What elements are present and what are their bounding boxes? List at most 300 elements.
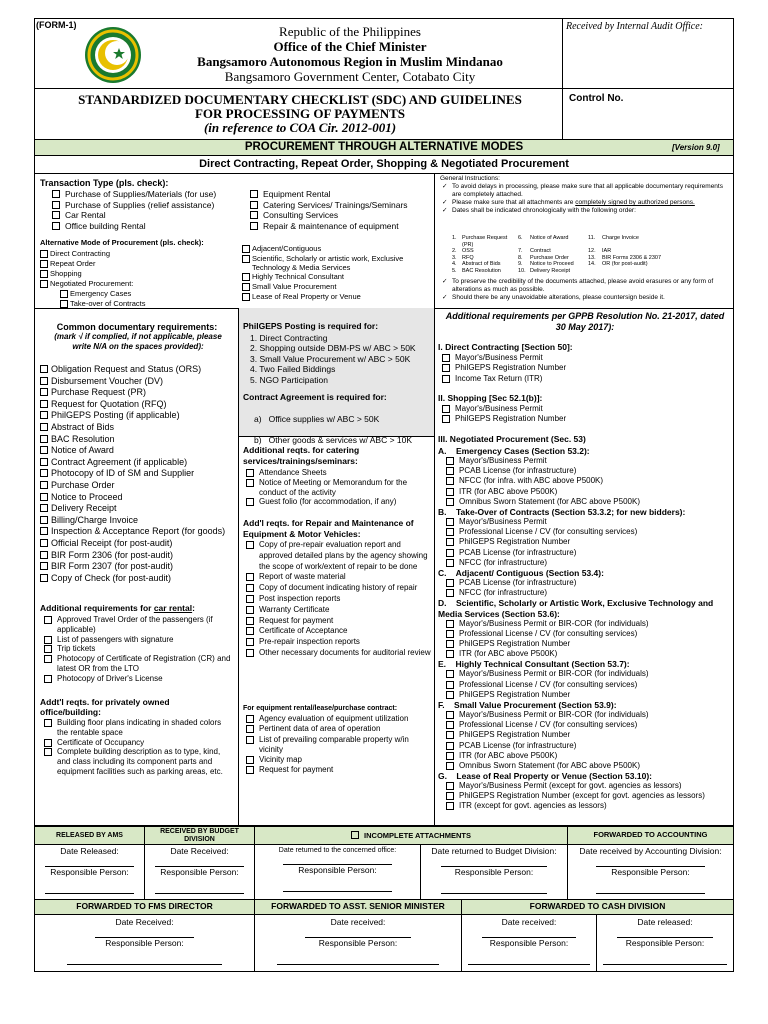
transaction-option[interactable]: Car Rental xyxy=(52,210,216,221)
title-line1: STANDARDIZED DOCUMENTARY CHECKLIST (SDC) AND GUIDELINES xyxy=(78,92,522,107)
person-field[interactable] xyxy=(441,886,547,894)
transaction-left xyxy=(52,189,216,231)
contract-item: b) Other goods & services w/ ABC > 10K xyxy=(254,435,413,446)
order-cell xyxy=(602,268,682,275)
office-text: Office of the Chief Minister xyxy=(273,39,427,54)
person-field[interactable] xyxy=(283,884,392,892)
checklist-label: ITR (for ABC above P500K) xyxy=(459,750,558,760)
repair-requirement[interactable] xyxy=(246,572,432,583)
center-text: Bangsamoro Government Center, Cotabato City xyxy=(224,69,476,84)
checkbox[interactable] xyxy=(246,627,254,635)
gppb-requirement[interactable] xyxy=(446,710,732,720)
checklist-label: Photocopy of Certificate of Registration (CR) and latest OR from the LTO xyxy=(57,654,231,673)
gppb-requirement[interactable] xyxy=(446,517,732,527)
common-requirement[interactable] xyxy=(40,538,225,550)
checkbox[interactable] xyxy=(446,691,454,699)
checklist-label: Omnibus Sworn Statement (for ABC above P500K) xyxy=(459,496,640,506)
date-field[interactable] xyxy=(155,859,244,867)
r1-h3: INCOMPLETE ATTACHMENTS xyxy=(255,831,567,841)
common-note: (mark √ if complied, if not applicable, please write N/A on the spaces provided): xyxy=(54,332,222,351)
transaction-option[interactable]: Repair & maintenance of equipment xyxy=(250,221,408,232)
checkbox[interactable] xyxy=(442,364,450,372)
repair-requirement[interactable] xyxy=(246,616,432,627)
checkbox[interactable] xyxy=(250,211,258,219)
checkbox[interactable] xyxy=(250,201,258,209)
common-requirement[interactable] xyxy=(40,503,225,515)
checkbox[interactable] xyxy=(446,457,454,465)
philgeps-list xyxy=(250,333,416,385)
checklist-label: Photocopy of Driver's License xyxy=(57,673,163,683)
common-requirement[interactable] xyxy=(40,376,225,388)
gppb-requirement[interactable] xyxy=(446,558,732,568)
date-label: Date Received: xyxy=(170,846,229,856)
gppb-requirement[interactable] xyxy=(446,720,732,730)
title-line3: (in reference to COA Cir. 2012-001) xyxy=(203,120,397,135)
common-requirement[interactable] xyxy=(40,480,225,492)
checklist-label: NFCC (for infrastructure) xyxy=(459,588,548,598)
repair-requirement[interactable] xyxy=(246,637,432,648)
checkbox[interactable] xyxy=(242,255,250,263)
person-field[interactable] xyxy=(596,886,705,894)
checkbox[interactable] xyxy=(442,375,450,383)
checkbox[interactable] xyxy=(52,190,60,198)
checkbox[interactable] xyxy=(44,616,52,624)
person-label: Responsible Person: xyxy=(318,937,398,948)
catering-requirement[interactable] xyxy=(246,478,432,498)
r2-c3 xyxy=(462,918,596,965)
checkbox[interactable] xyxy=(446,538,454,546)
checkbox[interactable] xyxy=(44,636,52,644)
checkbox[interactable] xyxy=(40,481,48,489)
repair-requirement[interactable] xyxy=(246,540,432,572)
checkbox[interactable] xyxy=(246,573,254,581)
checkbox[interactable] xyxy=(40,446,48,454)
repair-requirement[interactable] xyxy=(246,626,432,637)
car-rental-requirement[interactable] xyxy=(44,644,234,654)
car-rental-requirement[interactable] xyxy=(44,674,234,684)
checklist-label: Trip tickets xyxy=(57,644,96,654)
gppb-requirement[interactable] xyxy=(442,404,566,414)
date-field[interactable] xyxy=(617,930,713,938)
checkbox[interactable] xyxy=(40,562,48,570)
gppb-requirement[interactable] xyxy=(446,791,732,801)
common-requirement[interactable] xyxy=(40,410,225,422)
checkbox[interactable] xyxy=(40,280,48,288)
checkbox[interactable] xyxy=(40,516,48,524)
checklist-label: Professional License / CV (for consulting services) xyxy=(459,679,638,689)
gppb-requirement[interactable] xyxy=(446,680,732,690)
checkbox[interactable] xyxy=(40,423,48,431)
checkbox[interactable] xyxy=(52,222,60,230)
common-requirement[interactable] xyxy=(40,457,225,469)
checkbox[interactable] xyxy=(246,595,254,603)
checkbox[interactable] xyxy=(446,518,454,526)
checkbox[interactable] xyxy=(446,467,454,475)
checkbox[interactable] xyxy=(446,681,454,689)
checkbox[interactable] xyxy=(442,415,450,423)
person-field[interactable] xyxy=(67,957,222,965)
checkbox[interactable] xyxy=(446,498,454,506)
checkbox[interactable] xyxy=(446,589,454,597)
checkbox[interactable] xyxy=(44,645,52,653)
checklist-label: PCAB License (for infrastructure) xyxy=(459,578,577,588)
checkbox[interactable] xyxy=(44,719,52,727)
person-field[interactable] xyxy=(603,957,727,965)
common-requirement[interactable] xyxy=(40,526,225,538)
r2-h1: FORWARDED TO FMS DIRECTOR xyxy=(76,901,213,911)
checkbox[interactable] xyxy=(442,354,450,362)
order-cell: Notice of Award xyxy=(530,235,569,241)
gppb-requirement[interactable] xyxy=(442,374,566,384)
gppb-requirement[interactable] xyxy=(446,751,732,761)
gppb-requirement[interactable] xyxy=(446,588,732,598)
checklist-label: ITR (for ABC above P500K) xyxy=(459,649,558,659)
car-rental-requirement[interactable] xyxy=(44,615,234,635)
checkbox[interactable] xyxy=(242,293,250,301)
instruction-item: ✓ To avoid delays in processing, please make sure that all applicable documentary requirements are completely attached. xyxy=(442,183,723,198)
person-label: Responsible Person: xyxy=(454,866,534,877)
region-text: Bangsamoro Autonomous Region in Muslim Mindanao xyxy=(197,54,503,69)
checkbox[interactable] xyxy=(442,405,450,413)
gppb-requirement[interactable] xyxy=(446,476,732,486)
checkbox[interactable] xyxy=(246,479,254,487)
checkbox[interactable] xyxy=(40,365,48,373)
checkbox[interactable] xyxy=(40,551,48,559)
alt-mode-option[interactable]: Direct Contracting xyxy=(40,249,230,259)
transaction-option[interactable]: Catering Services/ Trainings/Seminars xyxy=(250,200,408,211)
checkbox[interactable] xyxy=(246,736,254,744)
checkbox[interactable] xyxy=(446,731,454,739)
order-cell: 7. xyxy=(518,248,523,254)
order-cell: Purchase Order xyxy=(530,254,569,261)
instruction-item: ✓ Dates shall be indicated chronologically with the following order: xyxy=(442,207,636,214)
checkbox[interactable] xyxy=(446,488,454,496)
checkbox[interactable] xyxy=(446,640,454,648)
date-label: Date Received: xyxy=(115,917,174,927)
common-requirement[interactable] xyxy=(40,573,225,585)
date-field[interactable] xyxy=(596,859,705,867)
checkbox[interactable] xyxy=(246,725,254,733)
equipment-requirement[interactable] xyxy=(246,735,432,756)
r1-c1 xyxy=(35,847,144,894)
checklist-label: Approved Travel Order of the passengers (if applicable) xyxy=(57,615,213,634)
building-requirement[interactable] xyxy=(44,718,234,738)
gppb-requirement[interactable] xyxy=(446,456,732,466)
checklist-label: Request for payment xyxy=(259,765,334,775)
checkbox[interactable] xyxy=(446,742,454,750)
checkbox[interactable] xyxy=(52,211,60,219)
gppb-requirement[interactable] xyxy=(446,619,732,629)
checklist-label: Request for payment xyxy=(259,615,334,625)
common-requirement[interactable] xyxy=(40,445,225,457)
common-requirement[interactable] xyxy=(40,561,225,573)
order-cell: Purchase Request (PR) xyxy=(462,235,508,248)
gppb-title: Additional requirements per GPPB Resolution No. 21-2017, dated 30 May 2017): xyxy=(445,311,725,332)
gppb-requirement[interactable] xyxy=(446,629,732,639)
checklist-label: Complete building description as to type, kind, and class including its component parts and equipment facilities such as parking areas, etc. xyxy=(57,747,223,776)
checklist-label: List of passengers with signature xyxy=(57,634,174,644)
gppb-requirement[interactable] xyxy=(446,527,732,537)
checklist-label: PhilGEPS Registration Number xyxy=(459,537,571,547)
gppb-subsection-list xyxy=(438,517,732,568)
equipment-requirement[interactable] xyxy=(246,724,432,734)
building-requirement[interactable] xyxy=(44,738,234,748)
checklist-label: Certificate of Occupancy xyxy=(57,737,145,747)
r2-h2: FORWARDED TO ASST. SENIOR MINISTER xyxy=(271,901,445,911)
date-label: Date Released: xyxy=(60,846,119,856)
equipment-requirement[interactable] xyxy=(246,714,432,724)
checkbox[interactable] xyxy=(246,469,254,477)
alt-mode-suboption[interactable]: Emergency Cases xyxy=(40,289,230,299)
checkbox[interactable] xyxy=(246,606,254,614)
alt-mode-suboption[interactable]: Take-over of Contracts xyxy=(40,299,230,309)
checkbox[interactable] xyxy=(446,559,454,567)
checklist-label: Mayor's/Business Permit or BIR-COR (for individuals) xyxy=(459,710,649,720)
person-field[interactable] xyxy=(277,957,439,965)
checkbox[interactable] xyxy=(446,721,454,729)
checkbox[interactable] xyxy=(250,190,258,198)
checkbox[interactable] xyxy=(40,527,48,535)
common-requirement[interactable] xyxy=(40,434,225,446)
person-field[interactable] xyxy=(468,957,590,965)
alt-mode-option[interactable]: Repeat Order xyxy=(40,259,230,269)
checkbox[interactable] xyxy=(60,290,68,298)
person-field[interactable] xyxy=(45,886,134,894)
alt-mode-option[interactable]: Negotiated Procurement: xyxy=(40,279,230,289)
checkbox[interactable] xyxy=(44,655,52,663)
common-requirement[interactable] xyxy=(40,399,225,411)
equipment-requirement[interactable] xyxy=(246,755,432,765)
person-label: Responsible Person: xyxy=(611,866,690,877)
checkbox[interactable] xyxy=(246,756,254,764)
date-label: Date received: xyxy=(501,917,557,927)
checkbox[interactable] xyxy=(40,400,48,408)
checkbox[interactable] xyxy=(44,675,52,683)
catering-requirement[interactable] xyxy=(246,497,432,507)
checkbox[interactable] xyxy=(40,458,48,466)
common-requirement[interactable] xyxy=(40,387,225,399)
instruction-item: ✓ Please make sure that all attachments are completely signed by authorized persons. xyxy=(442,199,695,206)
checklist-label: PhilGEPS Registration Number xyxy=(455,363,567,373)
gppb-subsection-label: C. Adjacent/ Contiguous (Section 53.4): xyxy=(438,567,604,578)
building-label: Addt'l reqts. for privately owned office/building: xyxy=(40,697,170,717)
checkbox[interactable] xyxy=(246,617,254,625)
gppb-requirement[interactable] xyxy=(446,639,732,649)
gppb-requirement[interactable] xyxy=(446,466,732,476)
repair-requirement[interactable] xyxy=(246,583,432,594)
repair-requirement[interactable] xyxy=(246,648,432,659)
checkbox[interactable] xyxy=(446,670,454,678)
checklist-label: Mayor's/Business Permit xyxy=(455,353,543,362)
checkbox[interactable] xyxy=(446,477,454,485)
gppb-requirement[interactable] xyxy=(446,669,732,679)
checkbox[interactable] xyxy=(40,250,48,258)
checkbox[interactable] xyxy=(40,539,48,547)
gppb-requirement[interactable] xyxy=(446,548,732,558)
checklist-label: Obligation Request and Status (ORS) xyxy=(51,364,202,374)
transaction-option[interactable]: Office building Rental xyxy=(52,221,216,232)
checklist-label: Official Receipt (for post-audit) xyxy=(51,537,173,548)
gppb-subsection-list xyxy=(438,578,732,598)
checkbox[interactable] xyxy=(446,630,454,638)
version-label: [Version 9.0] xyxy=(672,143,720,152)
checklist-label: ITR (except for govt. agencies as lessors) xyxy=(459,801,607,811)
r1-c5 xyxy=(568,847,733,894)
alt-mode-option[interactable]: Scientific, Scholarly or artistic work, Exclusive Technology & Media Services xyxy=(242,254,432,272)
transaction-option[interactable]: Consulting Services xyxy=(250,210,408,221)
instruction-item: ✓ Should there be any unavoidable alterations, please countersign beside it. xyxy=(442,294,665,301)
alt-mode-option[interactable]: Lease of Real Property or Venue xyxy=(242,292,432,302)
car-rental-label: Additional requirements for car rental: xyxy=(40,603,195,613)
gppb-s1-label: I. Direct Contracting [Section 50]: xyxy=(438,342,573,352)
building-requirement[interactable] xyxy=(44,747,234,776)
order-cell: 12. xyxy=(588,248,596,254)
repair-requirement[interactable] xyxy=(246,594,432,605)
common-requirement[interactable] xyxy=(40,468,225,480)
checkbox[interactable] xyxy=(40,469,48,477)
gppb-requirement[interactable] xyxy=(446,497,732,507)
alt-mode-option[interactable]: Shopping xyxy=(40,269,230,279)
checkbox[interactable] xyxy=(446,711,454,719)
transaction-option[interactable]: Purchase of Supplies/Materials (for use) xyxy=(52,189,216,200)
gppb-requirement[interactable] xyxy=(446,781,732,791)
date-field[interactable] xyxy=(45,859,134,867)
checklist-label: Disbursement Voucher (DV) xyxy=(51,375,164,386)
car-rental-requirement[interactable] xyxy=(44,635,234,645)
common-requirement[interactable] xyxy=(40,550,225,562)
car-rental-requirement[interactable] xyxy=(44,654,234,674)
date-field[interactable] xyxy=(305,930,411,938)
checkbox[interactable] xyxy=(60,300,68,308)
checklist-label: BIR Form 2307 (for post-audit) xyxy=(51,561,174,572)
checkbox[interactable] xyxy=(446,762,454,770)
order-cell: 1. xyxy=(452,235,457,241)
checkbox[interactable] xyxy=(246,498,254,506)
checklist-label: PhilGEPS Registration Number (except for govt. agencies as lessors) xyxy=(459,791,705,801)
gppb-requirement[interactable] xyxy=(446,649,732,659)
date-field[interactable] xyxy=(482,930,576,938)
checklist-label: Warranty Certificate xyxy=(259,604,330,614)
equipment-list xyxy=(246,714,432,776)
gppb-requirement[interactable] xyxy=(442,353,566,363)
gppb-requirement[interactable] xyxy=(446,690,732,700)
checkbox[interactable] xyxy=(446,802,454,810)
alt-mode-right xyxy=(242,244,432,302)
checklist-label: Copy of Check (for post-audit) xyxy=(51,572,172,583)
checkbox[interactable] xyxy=(40,270,48,278)
checkbox[interactable] xyxy=(446,528,454,536)
common-requirement[interactable] xyxy=(40,364,225,376)
gppb-requirement[interactable] xyxy=(446,537,732,547)
equipment-requirement[interactable] xyxy=(246,765,432,775)
checkbox[interactable] xyxy=(446,620,454,628)
gppb-requirement[interactable] xyxy=(446,761,732,771)
common-requirement[interactable] xyxy=(40,492,225,504)
checkbox[interactable] xyxy=(446,650,454,658)
checkbox[interactable] xyxy=(246,715,254,723)
repair-requirement[interactable] xyxy=(246,605,432,616)
checkbox[interactable] xyxy=(246,766,254,774)
checklist-label: PhilGEPS Registration Number xyxy=(459,730,571,740)
checkbox[interactable] xyxy=(40,493,48,501)
gppb-requirement[interactable] xyxy=(446,730,732,740)
gppb-requirement[interactable] xyxy=(442,414,566,424)
checklist-label: Other necessary documents for auditorial review xyxy=(259,647,431,657)
checklist-label: Professional License / CV (for consulting services) xyxy=(459,527,638,537)
transaction-option[interactable]: Purchase of Supplies (relief assistance) xyxy=(52,200,216,211)
transaction-right xyxy=(250,189,408,231)
alt-mode-option[interactable]: Adjacent/Contiguous xyxy=(242,244,432,254)
checkbox[interactable] xyxy=(246,584,254,592)
date-field[interactable] xyxy=(95,930,194,938)
checkbox[interactable] xyxy=(446,792,454,800)
gppb-requirement[interactable] xyxy=(446,487,732,497)
checkbox[interactable] xyxy=(242,283,250,291)
catering-requirement[interactable] xyxy=(246,468,432,478)
checkbox[interactable] xyxy=(242,273,250,281)
checkbox[interactable] xyxy=(44,748,52,756)
gppb-requirement[interactable] xyxy=(446,578,732,588)
date-label: Date released: xyxy=(637,917,693,927)
banner-title: PROCUREMENT THROUGH ALTERNATIVE MODES xyxy=(244,141,524,153)
checkbox[interactable] xyxy=(52,201,60,209)
gppb-subsection-label: E. Highly Technical Consultant (Section 53.7): xyxy=(438,659,630,670)
r1-c2 xyxy=(145,847,254,894)
common-requirement[interactable] xyxy=(40,515,225,527)
checkbox[interactable] xyxy=(246,541,254,549)
gppb-requirement[interactable] xyxy=(446,801,732,811)
alt-mode-option[interactable]: Small Value Procurement xyxy=(242,282,432,292)
person-label: Responsible Person: xyxy=(105,937,184,948)
checkbox[interactable] xyxy=(446,549,454,557)
instructions xyxy=(440,175,730,215)
gppb-requirement[interactable] xyxy=(442,363,566,373)
checkbox[interactable] xyxy=(40,411,48,419)
checkbox[interactable] xyxy=(40,260,48,268)
checkbox[interactable] xyxy=(44,739,52,747)
checkbox[interactable] xyxy=(446,752,454,760)
checkbox[interactable] xyxy=(40,574,48,582)
checklist-label: Contract Agreement (if applicable) xyxy=(51,456,188,467)
date-field[interactable] xyxy=(283,857,392,865)
date-field[interactable] xyxy=(441,859,547,867)
checkbox[interactable] xyxy=(246,649,254,657)
gppb-requirement[interactable] xyxy=(446,741,732,751)
checkbox[interactable] xyxy=(242,245,250,253)
checkbox[interactable] xyxy=(250,222,258,230)
checkbox[interactable] xyxy=(40,377,48,385)
common-requirement[interactable] xyxy=(40,422,225,434)
checkbox[interactable] xyxy=(40,504,48,512)
repair-label: Add'l reqts. for Repair and Maintenance of Equipment & Motor Vehicles: xyxy=(243,518,414,539)
transaction-option[interactable]: Equipment Rental xyxy=(250,189,408,200)
checkbox[interactable] xyxy=(40,435,48,443)
incomplete-checkbox[interactable] xyxy=(351,831,359,839)
date-label: Date received: xyxy=(330,917,386,927)
order-row xyxy=(452,268,682,275)
banner-subtitle: Direct Contracting, Repeat Order, Shopping & Negotiated Procurement xyxy=(199,158,569,170)
checkbox[interactable] xyxy=(446,782,454,790)
checklist-label: Agency evaluation of equipment utilization xyxy=(259,714,409,723)
checkbox[interactable] xyxy=(40,388,48,396)
alt-mode-option[interactable]: Highly Technical Consultant xyxy=(242,272,432,282)
checkbox[interactable] xyxy=(246,638,254,646)
checklist-label: Notice to Proceed xyxy=(51,491,123,502)
philgeps-item: 5. NGO Participation xyxy=(250,374,328,385)
person-field[interactable] xyxy=(155,886,244,894)
order-cell: 11. xyxy=(588,235,596,241)
checkbox[interactable] xyxy=(446,579,454,587)
